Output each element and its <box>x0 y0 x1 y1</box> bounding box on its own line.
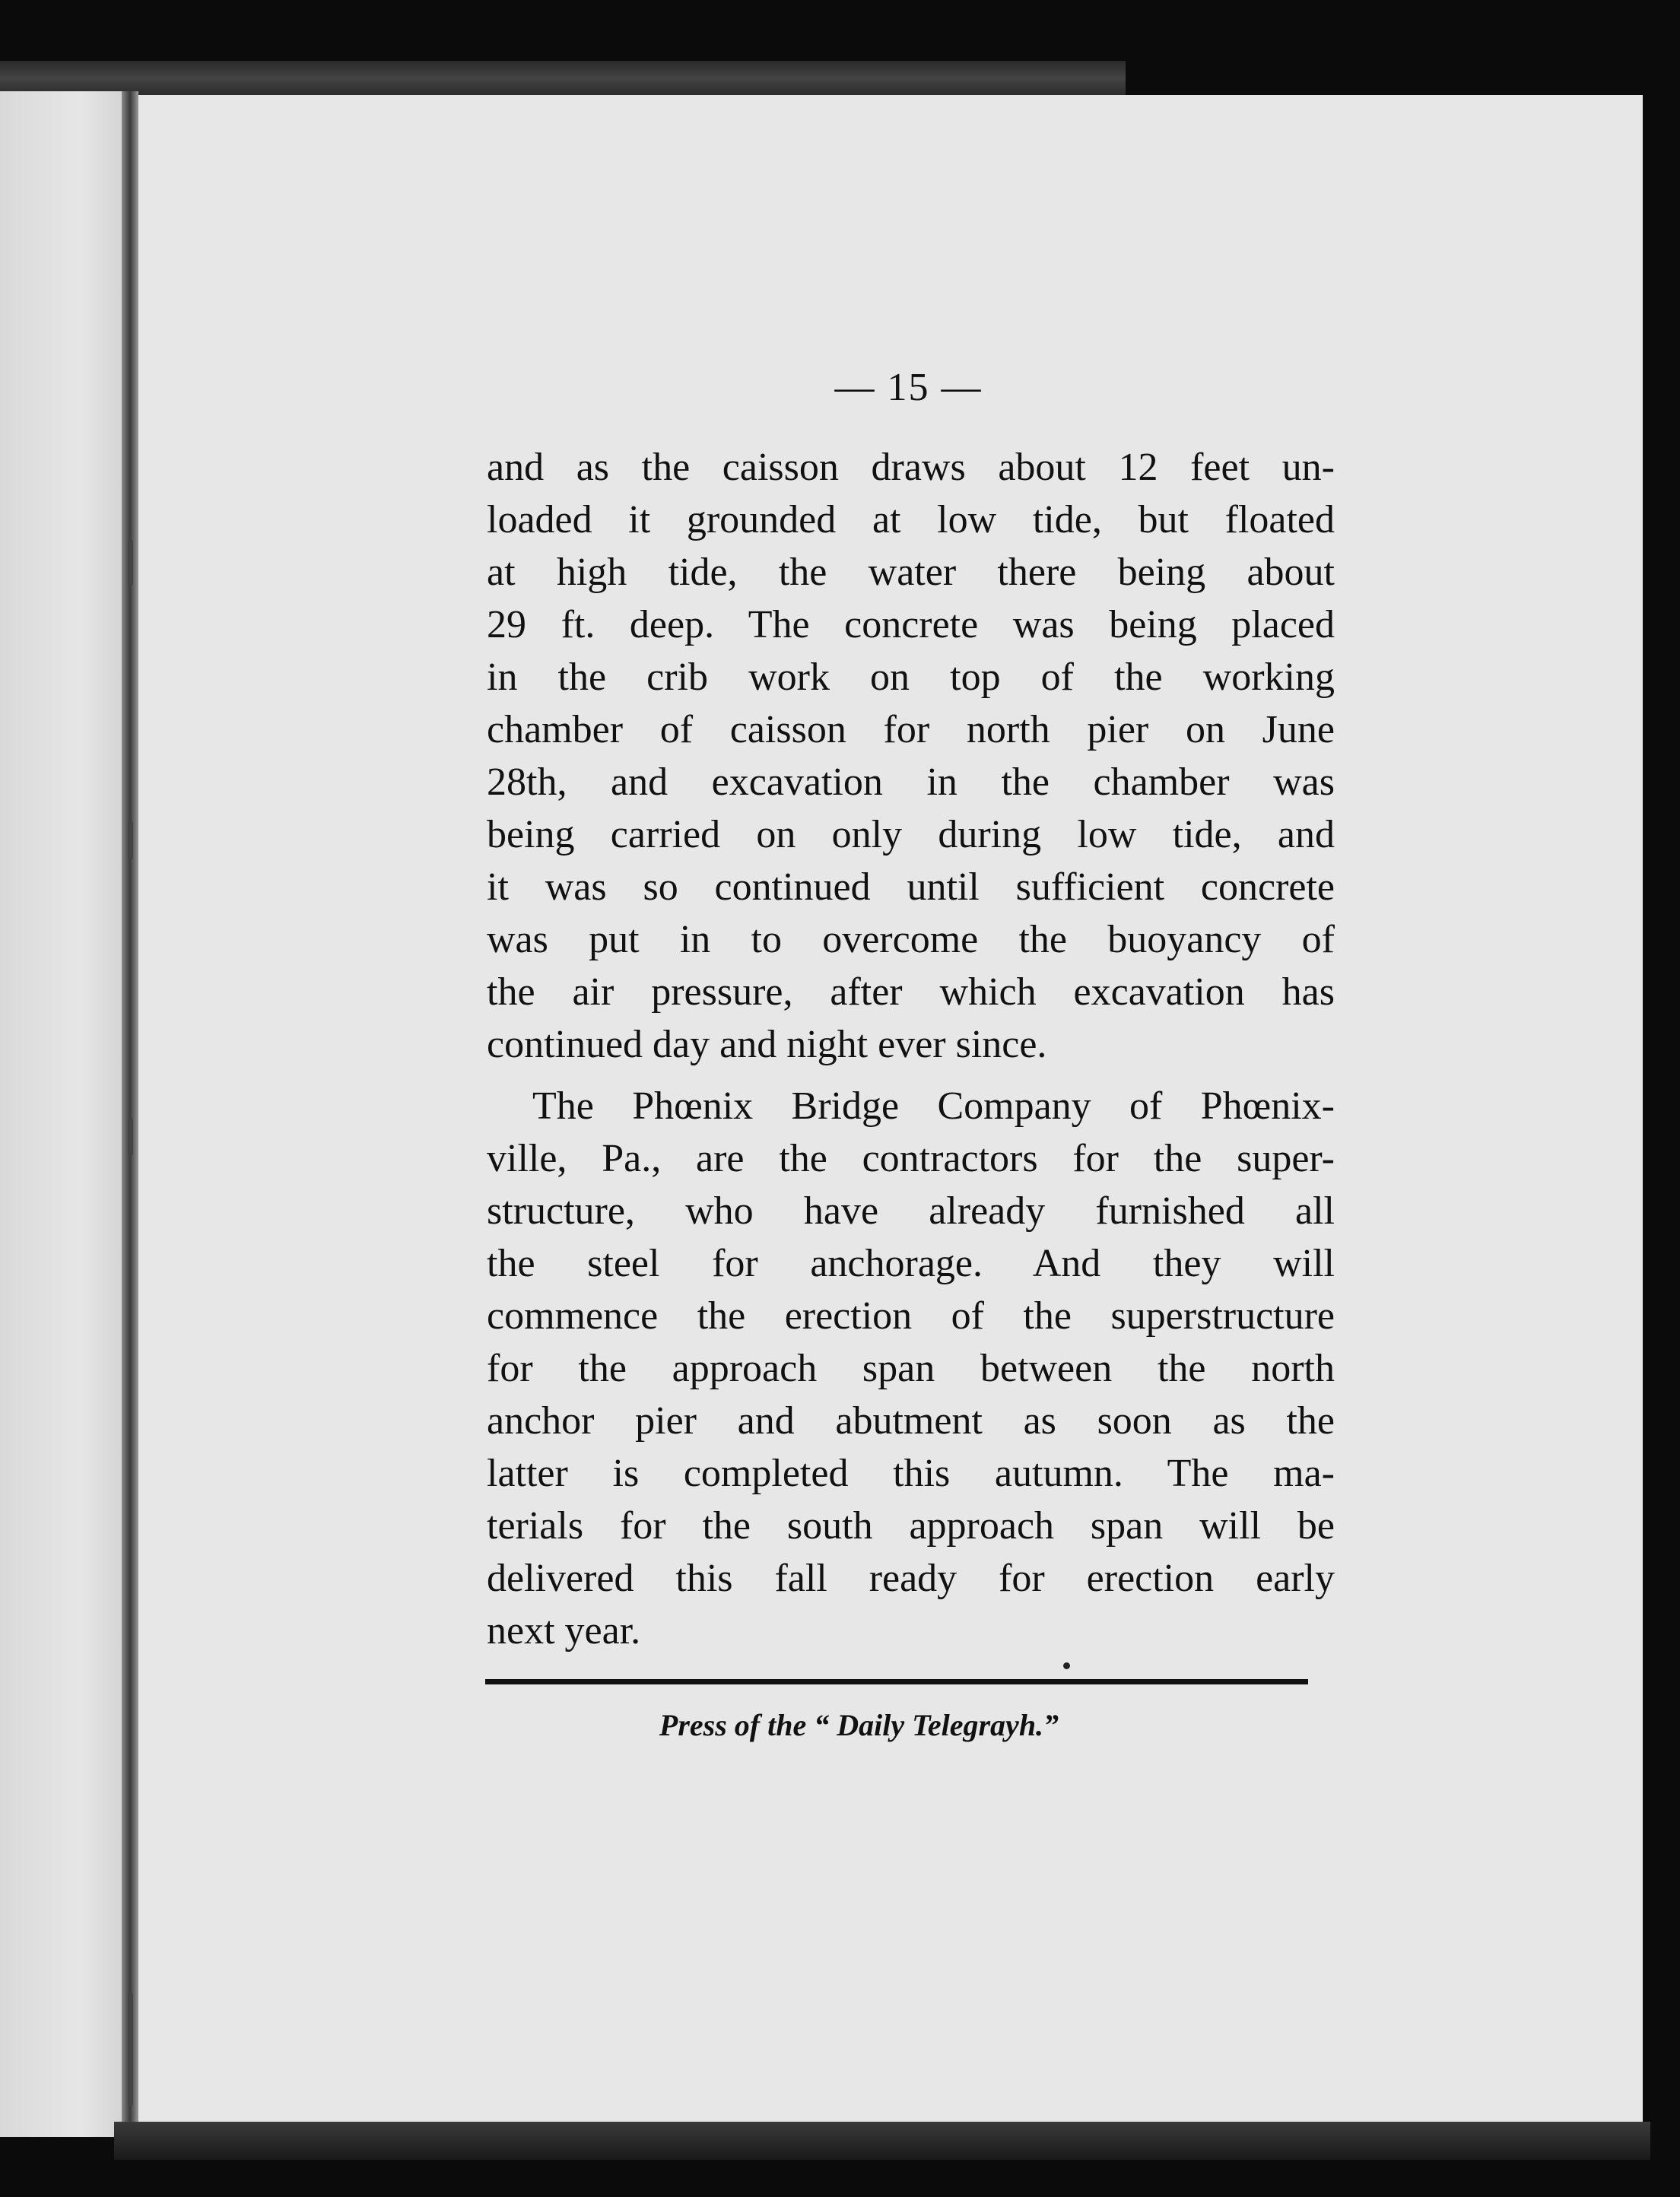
text-line: structure, who have already furnished all <box>487 1189 1335 1233</box>
text-line: at high tide, the water there being about <box>487 551 1335 594</box>
text-line: delivered this fall ready for erection early <box>487 1557 1335 1600</box>
bottom-binding-strip <box>114 2122 1650 2160</box>
text-line: anchor pier and abutment as soon as the <box>487 1399 1335 1443</box>
text-line: being carried on only during low tide, and <box>487 813 1335 856</box>
right-edge <box>1643 137 1680 2145</box>
paragraph-2 <box>487 1080 1335 1657</box>
text-line: chamber of caisson for north pier on June <box>487 708 1335 751</box>
text-line: 28th, and excavation in the chamber was <box>487 760 1335 804</box>
text-line: next year. <box>487 1609 641 1653</box>
binding-mark <box>128 821 133 859</box>
body-text <box>487 441 1335 1657</box>
text-line: in the crib work on top of the working <box>487 656 1335 699</box>
binding-mark <box>128 540 133 586</box>
binding-mark <box>128 1118 133 1156</box>
text-line: was put in to overcome the buoyancy of <box>487 918 1335 961</box>
text-line: it was so continued until sufficient concrete <box>487 865 1335 909</box>
text-line: The Phœnix Bridge Company of Phœnix- <box>532 1084 1335 1128</box>
text-line: the air pressure, after which excavation has <box>487 970 1335 1014</box>
rule-dot <box>1063 1662 1070 1669</box>
binding-mark <box>128 1992 133 2107</box>
text-line: the steel for anchorage. And they will <box>487 1242 1335 1285</box>
text-line: and as the caisson draws about 12 feet un- <box>487 446 1335 489</box>
text-line: ville, Pa., are the contractors for the super- <box>487 1137 1335 1180</box>
text-line: loaded it grounded at low tide, but floated <box>487 498 1335 541</box>
horizontal-rule <box>485 1679 1308 1684</box>
text-line: terials for the south approach span will be <box>487 1504 1335 1548</box>
paragraph-1 <box>487 441 1335 1071</box>
text-line: latter is completed this autumn. The ma- <box>487 1452 1335 1495</box>
text-line: for the approach span between the north <box>487 1347 1335 1390</box>
text-line: commence the erection of the superstructure <box>487 1294 1335 1338</box>
printer-imprint: Press of the “ Daily Telegrayh.” <box>659 1708 1059 1742</box>
text-line: 29 ft. deep. The concrete was being placed <box>487 603 1335 646</box>
text-line: continued day and night ever since. <box>487 1023 1047 1066</box>
page-number: — 15 — <box>834 366 983 409</box>
